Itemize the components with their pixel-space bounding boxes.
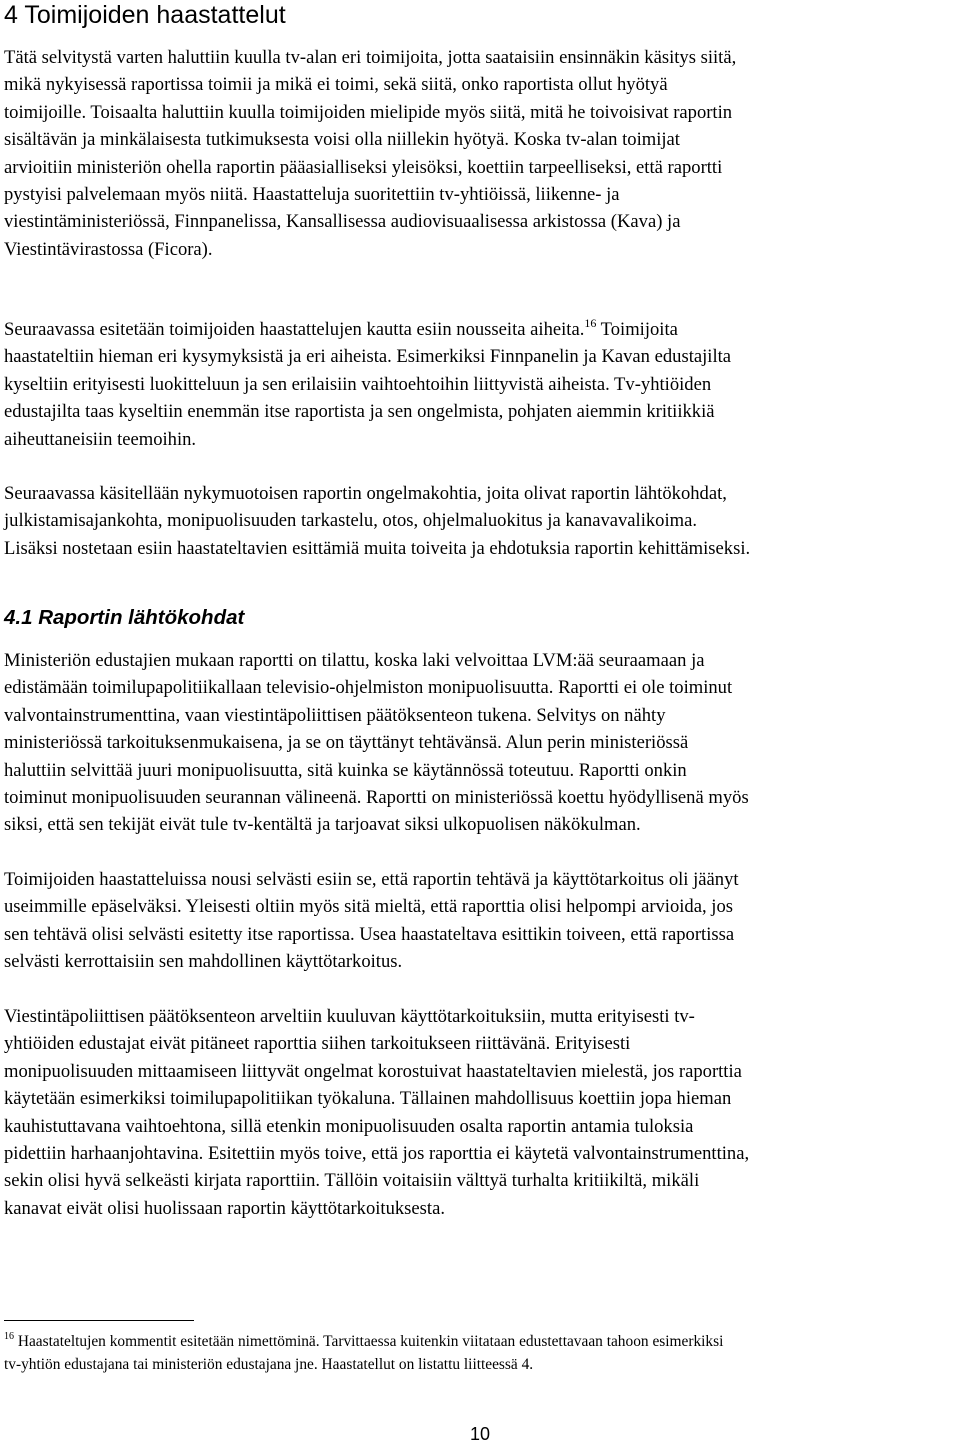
paragraph-ministry bbox=[4, 647, 749, 839]
text-line bbox=[4, 316, 731, 343]
text-line: sekin olisi hyvä selkeästi kirjata raporttiin. Tällöin voitaisiin välttyä turhalta kritiikiltä, mikäli bbox=[4, 1170, 700, 1192]
text-line: toimijoille. Toisaalta haluttiin kuulla toimijoiden mielipide myös siitä, mitä he toivoisivat raportin bbox=[4, 101, 733, 123]
text-line: sisältävän ja minkälaisesta tutkimuksesta voisi olla niillekin hyötyä. Koska tv-alan toimijat bbox=[4, 129, 680, 151]
footnote-line bbox=[4, 1330, 723, 1353]
footnote-text: Haastateltujen kommentit esitetään nimettöminä. Tarvittaessa kuitenkin viitataan edustettavaan tahoon esimerkiksi bbox=[14, 1333, 724, 1350]
footnote-reference[interactable]: 16 bbox=[584, 315, 597, 330]
text-line: edistämään toimilupapolitiikallaan televisio-ohjelmiston monipuolisuutta. Raportti ei ole toiminut bbox=[4, 677, 733, 699]
text-line: useimmille epäselväksi. Yleisesti oltiin myös sitä mieltä, että raporttia olisi helpompi arvioida, jos bbox=[4, 896, 733, 918]
footnote bbox=[4, 1330, 723, 1376]
text-line: Tätä selvitystä varten haluttiin kuulla tv-alan eri toimijoita, jotta saataisiin ensinnäkin käsitys siitä, bbox=[4, 47, 737, 68]
text-line: Toimijoiden haastatteluissa nousi selvästi esiin se, että raportin tehtävä ja käyttötarkoitus oli jäänyt bbox=[4, 869, 739, 890]
paragraph-purpose bbox=[4, 866, 739, 976]
text-segment: Seuraavassa esitetään toimijoiden haastattelujen kautta esiin nousseita aiheita. bbox=[4, 319, 585, 340]
section-heading: 4.1 Raportin lähtökohdat bbox=[4, 606, 245, 629]
text-line: haastateltiin hieman eri kysymyksistä ja eri aiheista. Esimerkiksi Finnpanelin ja Kavan edustajilta bbox=[4, 346, 732, 368]
text-line: mikä nykyisessä raportissa toimii ja mikä ei toimi, sekä siitä, onko raportista ollut hyötyä bbox=[4, 74, 668, 96]
text-line: yhtiöiden edustajat eivät pitäneet raporttia siihen tarkoitukseen riittävänä. Erityisesti bbox=[4, 1033, 631, 1055]
text-line: viestintäministeriössä, Finnpanelissa, Kansallisessa audiovisuaalisessa arkistossa (Kava) ja bbox=[4, 211, 681, 233]
footnote-line: tv-yhtiön edustajana tai ministeriön edustajana jne. Haastatellut on listattu liitteessä 4. bbox=[4, 1356, 534, 1373]
text-line: edustajilta taas kyseltiin enemmän itse raportista ja sen ongelmista, pohjaten aiemmin kritiikkiä bbox=[4, 401, 715, 423]
text-line: julkistamisajankohta, monipuolisuuden tarkastelu, otos, ohjelmaluokitus ja kanavavalikoima. bbox=[4, 510, 698, 532]
text-line: aiheuttaneisiin teemoihin. bbox=[4, 428, 197, 450]
text-line: valvontainstrumenttina, vaan viestintäpoliittisen päätöksenteon tukena. Selvitys on nähty bbox=[4, 704, 666, 726]
footnote-number: 16 bbox=[4, 1330, 14, 1342]
paragraph-topics bbox=[4, 316, 731, 453]
text-line: Ministeriön edustajien mukaan raportti on tilattu, koska laki velvoittaa LVM:ää seuraamaan ja bbox=[4, 650, 705, 671]
text-line: kyseltiin erityisesti luokitteluun ja sen erilaisiin vaihtoehtoihin liittyvistä aiheista. Tv-yhtiöiden bbox=[4, 373, 712, 395]
page-number: 10 bbox=[469, 1424, 491, 1444]
text-line: pidettiin harhaanjohtavina. Esitettiin myös toive, että jos raporttia ei käytetä valvontainstrumenttina, bbox=[4, 1143, 750, 1165]
text-line: toiminut monipuolisuuden seurannan välineenä. Raportti on ministeriössä koettu hyödyllisenä myös bbox=[4, 787, 749, 809]
text-line: monipuolisuuden mittaamiseen liittyvät ongelmat korostuivat haastateltavien mielestä, jos raporttia bbox=[4, 1060, 742, 1082]
text-line: Lisäksi nostetaan esiin haastateltavien esittämiä muita toiveita ja ehdotuksia raportin kehittämiseksi. bbox=[4, 537, 751, 559]
text-line: pystyisi palvelemaan myös niitä. Haastatteluja suoritettiin tv-yhtiöissä, liikenne- ja bbox=[4, 184, 620, 206]
paragraph-policy bbox=[4, 1003, 749, 1222]
text-line: Seuraavassa käsitellään nykymuotoisen raportin ongelmakohtia, joita olivat raportin lähtökohdat, bbox=[4, 483, 727, 504]
paragraph-overview bbox=[4, 480, 750, 562]
text-line: Viestintäpoliittisen päätöksenteon arveltiin kuuluvan käyttötarkoituksiin, mutta erityisesti tv- bbox=[4, 1006, 695, 1027]
paragraph-intro bbox=[4, 44, 736, 263]
text-line: kauhistuttavana vaihtoehtona, sillä etenkin monipuolisuuden osalta raportin antamia tuloksia bbox=[4, 1115, 694, 1137]
text-line: selvästi kerrottaisiin sen mahdollinen käyttötarkoitus. bbox=[4, 951, 403, 973]
text-line: Viestintävirastossa (Ficora). bbox=[4, 238, 213, 260]
text-line: arvioitiin ministeriön ohella raportin pääasialliseksi yleisöksi, koettiin tarpeelliseksi, että raportti bbox=[4, 156, 723, 178]
text-line: ministeriössä tarkoituksenmukaisena, ja se on täyttänyt tehtävänsä. Alun perin ministeriössä bbox=[4, 732, 689, 754]
text-segment: Toimijoita bbox=[596, 319, 678, 340]
text-line: käytetään esimerkiksi toimilupapolitiikan työkaluna. Tällainen mahdollisuus koettiin jopa hieman bbox=[4, 1088, 732, 1110]
text-line: sen tehtävä olisi selvästi esitetty itse raportissa. Usea haastateltava esittikin toiveen, että raportissa bbox=[4, 923, 735, 945]
footnote-separator bbox=[4, 1320, 194, 1321]
chapter-heading: 4 Toimijoiden haastattelut bbox=[4, 1, 286, 29]
text-line: haluttiin selvittää juuri monipuolisuutta, sitä kuinka se käytännössä toteutuu. Raportti onkin bbox=[4, 759, 687, 781]
text-line: siksi, että sen tekijät eivät tule tv-kentältä ja tarjoavat siksi ulkopuolisen näkökulman. bbox=[4, 814, 641, 836]
text-line: kanavat eivät olisi huolissaan raportin käyttötarkoituksesta. bbox=[4, 1197, 445, 1219]
